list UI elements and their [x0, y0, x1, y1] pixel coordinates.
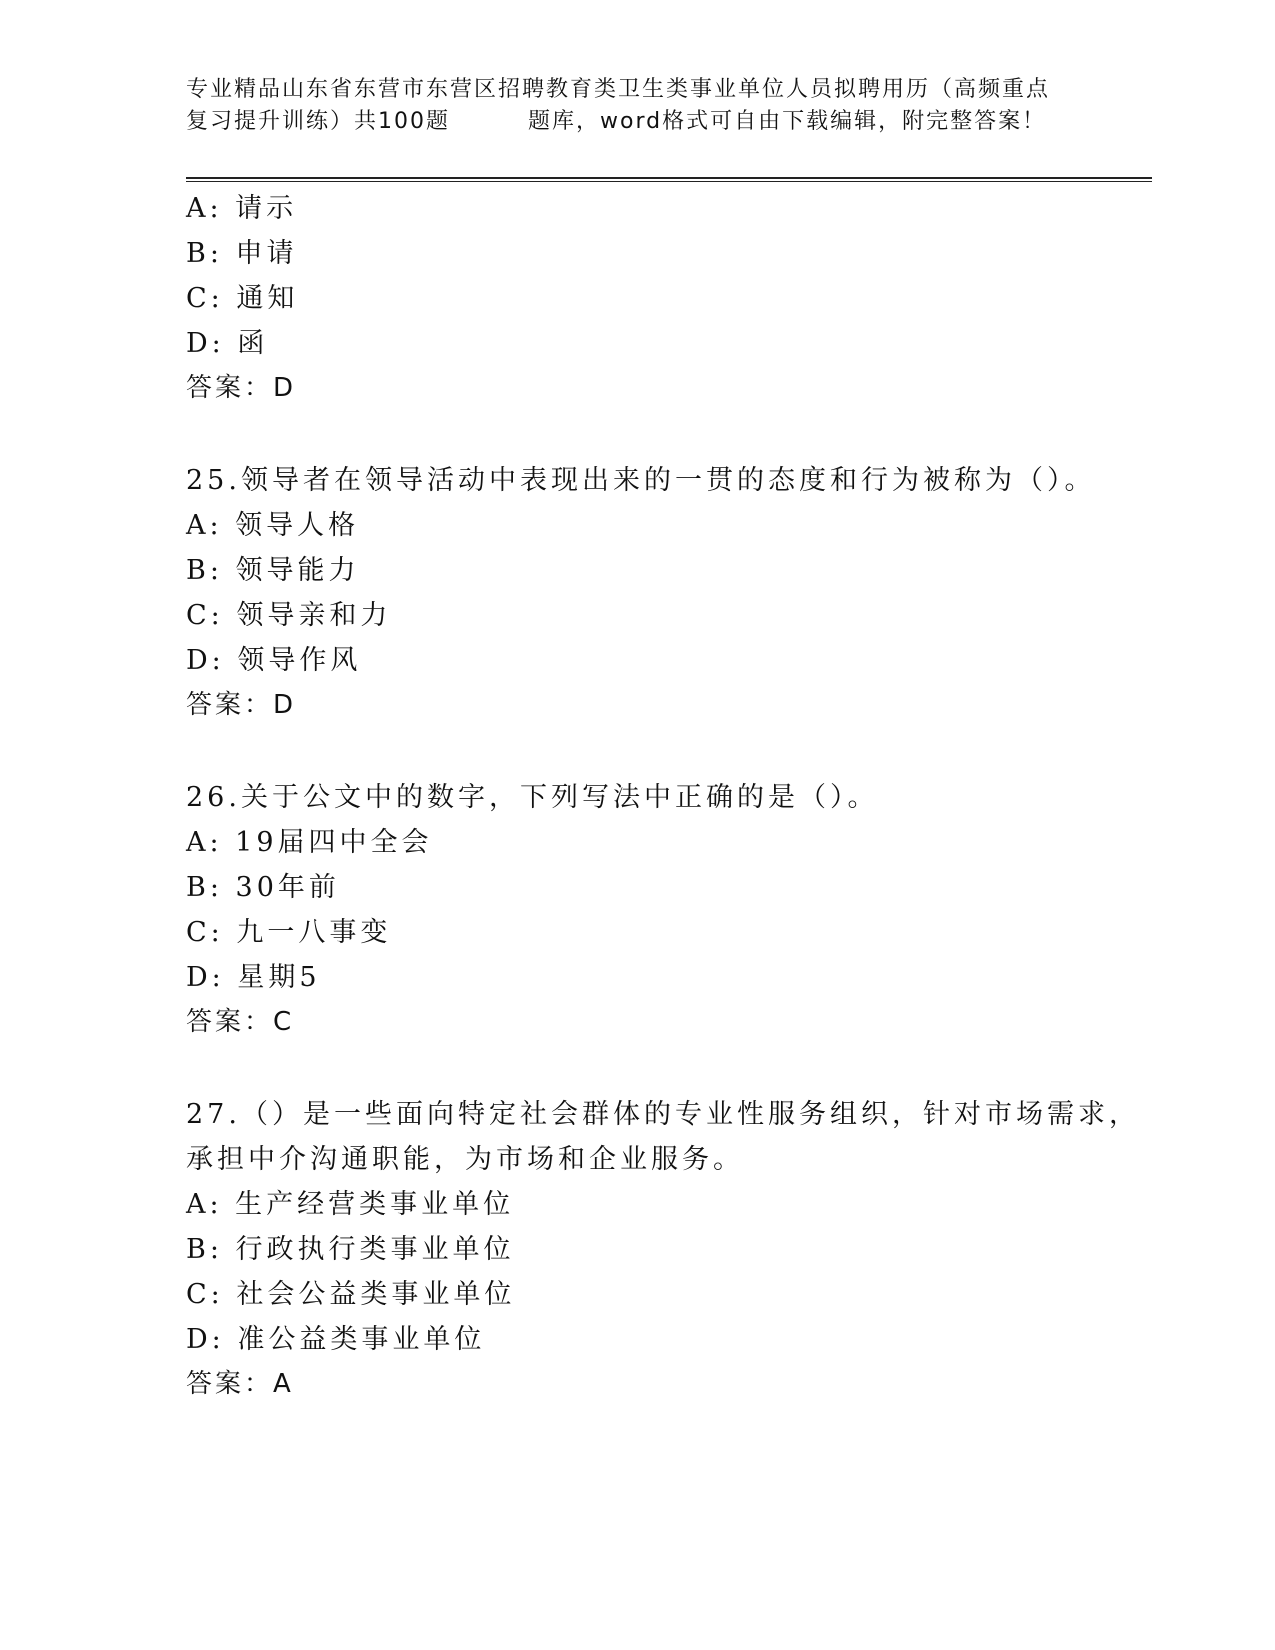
- option-a: A: 请示: [186, 193, 298, 224]
- document-header: [186, 74, 1096, 138]
- question-content: [186, 186, 1152, 1407]
- option-a: A: 19届四中全会: [186, 827, 433, 858]
- answer-line: 答案：C: [186, 1007, 295, 1037]
- option-d: D: 准公益类事业单位: [186, 1324, 486, 1355]
- header-divider-thin: [186, 181, 1152, 182]
- option-c: C: 通知: [186, 283, 299, 314]
- option-b: B: 行政执行类事业单位: [186, 1234, 515, 1265]
- header-title-line-2-part-2: 题库，word格式可自由下载编辑，附完整答案！: [528, 109, 1047, 134]
- answer-line: 答案：A: [186, 1369, 294, 1399]
- previous-question-block: [186, 186, 1152, 411]
- option-c: C: 社会公益类事业单位: [186, 1279, 516, 1310]
- answer-line: 答案：D: [186, 373, 297, 403]
- answer-line: 答案：D: [186, 690, 297, 720]
- option-b: B: 领导能力: [186, 555, 360, 586]
- option-a: A: 生产经营类事业单位: [186, 1189, 515, 1220]
- header-title-line-2: [186, 106, 1096, 138]
- header-title-line-1: 专业精品山东省东营市东营区招聘教育类卫生类事业单位人员拟聘用历（高频重点: [186, 77, 1051, 102]
- option-d: D: 函: [186, 328, 269, 359]
- question-stem: 25.领导者在领导活动中表现出来的一贯的态度和行为被称为（）。: [186, 465, 1096, 496]
- header-title-line-2-part-1: 复习提升训练）共100题: [186, 109, 450, 134]
- option-d: D: 领导作风: [186, 645, 362, 676]
- option-d: D: 星期5: [186, 962, 321, 993]
- question-stem-line-1: 27.（）是一些面向特定社会群体的专业性服务组织，针对市场需求，: [186, 1099, 1140, 1130]
- option-c: C: 领导亲和力: [186, 600, 392, 631]
- question-block-26: [186, 775, 1152, 1045]
- question-stem-line-2: 承担中介沟通职能，为市场和企业服务。: [186, 1144, 744, 1175]
- question-block-25: [186, 458, 1152, 728]
- option-b: B: 30年前: [186, 872, 340, 903]
- option-b: B: 申请: [186, 238, 298, 269]
- option-a: A: 领导人格: [186, 510, 360, 541]
- question-stem: 26.关于公文中的数字，下列写法中正确的是（）。: [186, 782, 879, 813]
- question-block-27: [186, 1092, 1152, 1407]
- option-c: C: 九一八事变: [186, 917, 392, 948]
- header-divider-thick: [186, 177, 1152, 179]
